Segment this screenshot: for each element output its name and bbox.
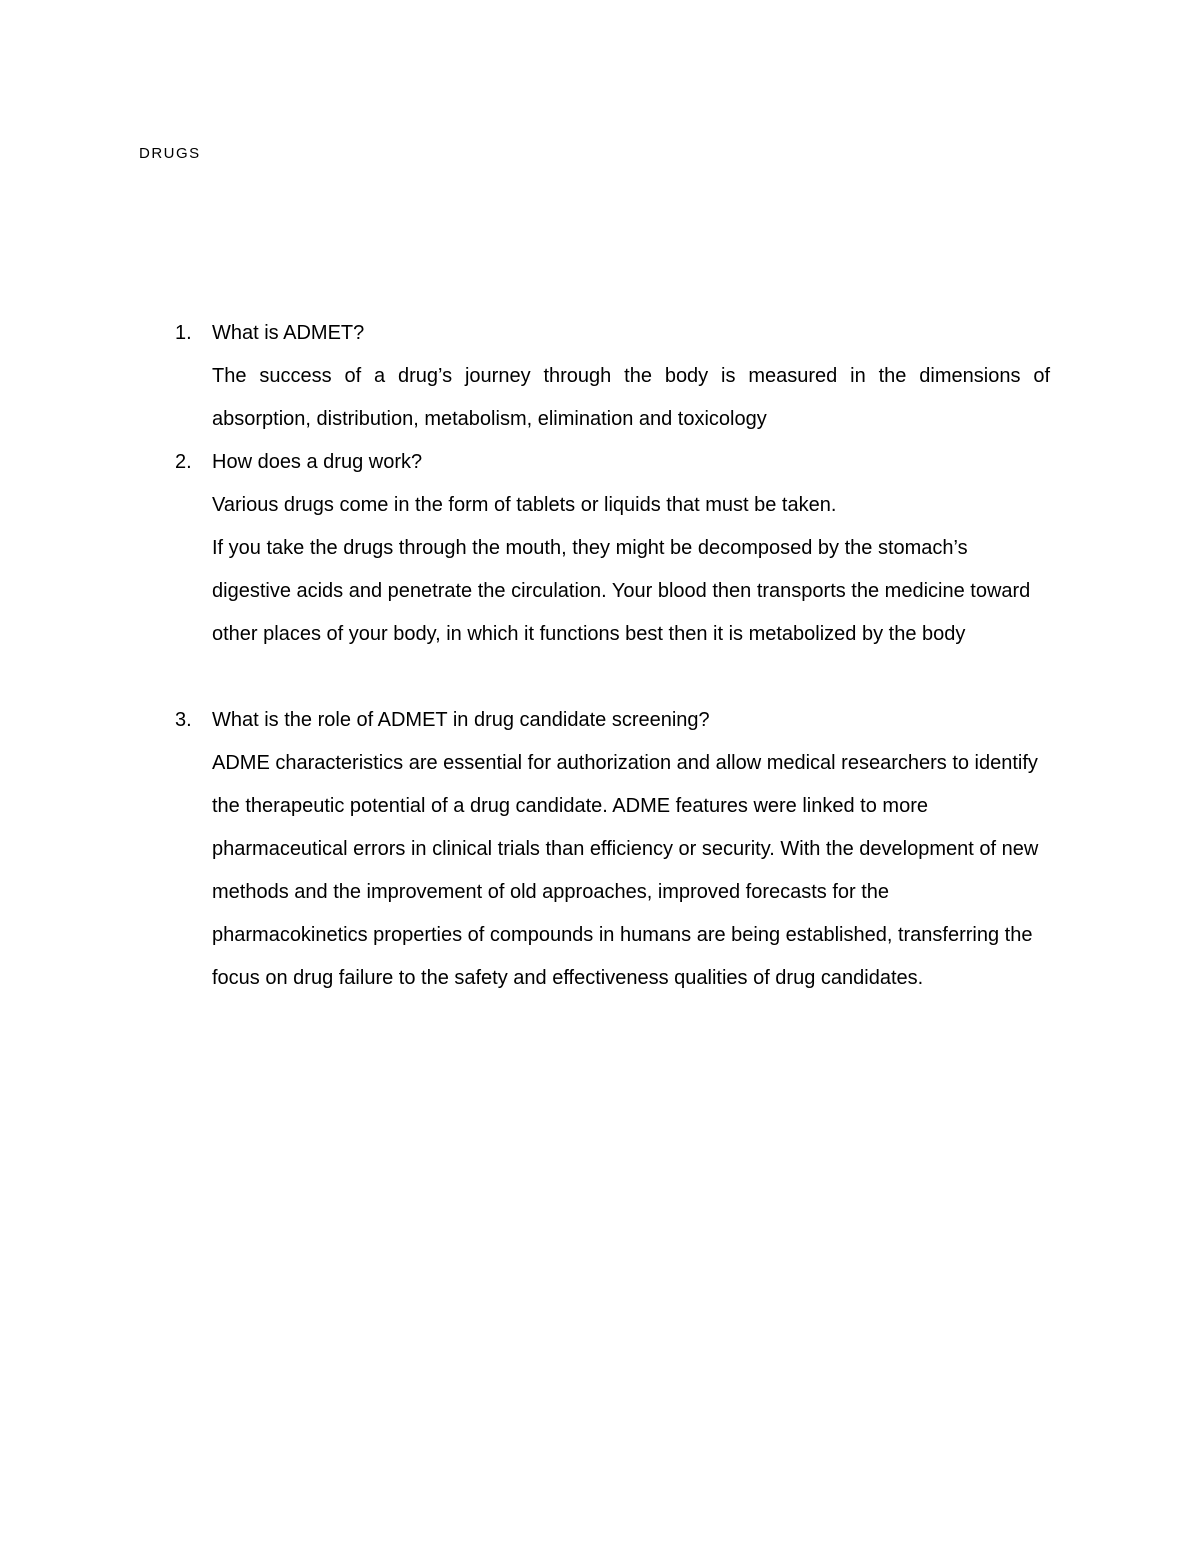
answer-text <box>212 355 1050 441</box>
question-text: How does a drug work? <box>212 451 423 473</box>
answer-paragraph: The success of a drug’s journey through the body is measured in the dimensions of absorption, distribution, metabolism, elimination and toxicology <box>212 365 1050 430</box>
answer-paragraph: ADME characteristics are essential for authorization and allow medical researchers to identify the therapeutic potential of a drug candidate. ADME features were linked to more pharmaceutical errors in clinical trials than efficiency or security. With the development of new methods and the improvement of old approaches, improved forecasts for the pharmacokinetics properties of compounds in humans are being established, transferring the focus on drug failure to the safety and effectiveness qualities of drug candidates. <box>212 752 1039 989</box>
question-text: What is ADMET? <box>212 322 365 344</box>
item-number: 3. <box>175 709 192 731</box>
answer-paragraph: Various drugs come in the form of tablets or liquids that must be taken. <box>212 494 837 516</box>
question-text: What is the role of ADMET in drug candidate screening? <box>212 709 710 731</box>
item-number: 1. <box>175 322 192 344</box>
document-header: DRUGS <box>139 145 201 162</box>
answer-text <box>212 484 1050 656</box>
answer-paragraph: If you take the drugs through the mouth, they might be decomposed by the stomach’s digestive acids and penetrate the circulation. Your blood then transports the medicine toward other places of your body, in which it functions best then it is metabolized by the body <box>212 537 1031 645</box>
answer-text <box>212 742 1050 1000</box>
item-number: 2. <box>175 451 192 473</box>
